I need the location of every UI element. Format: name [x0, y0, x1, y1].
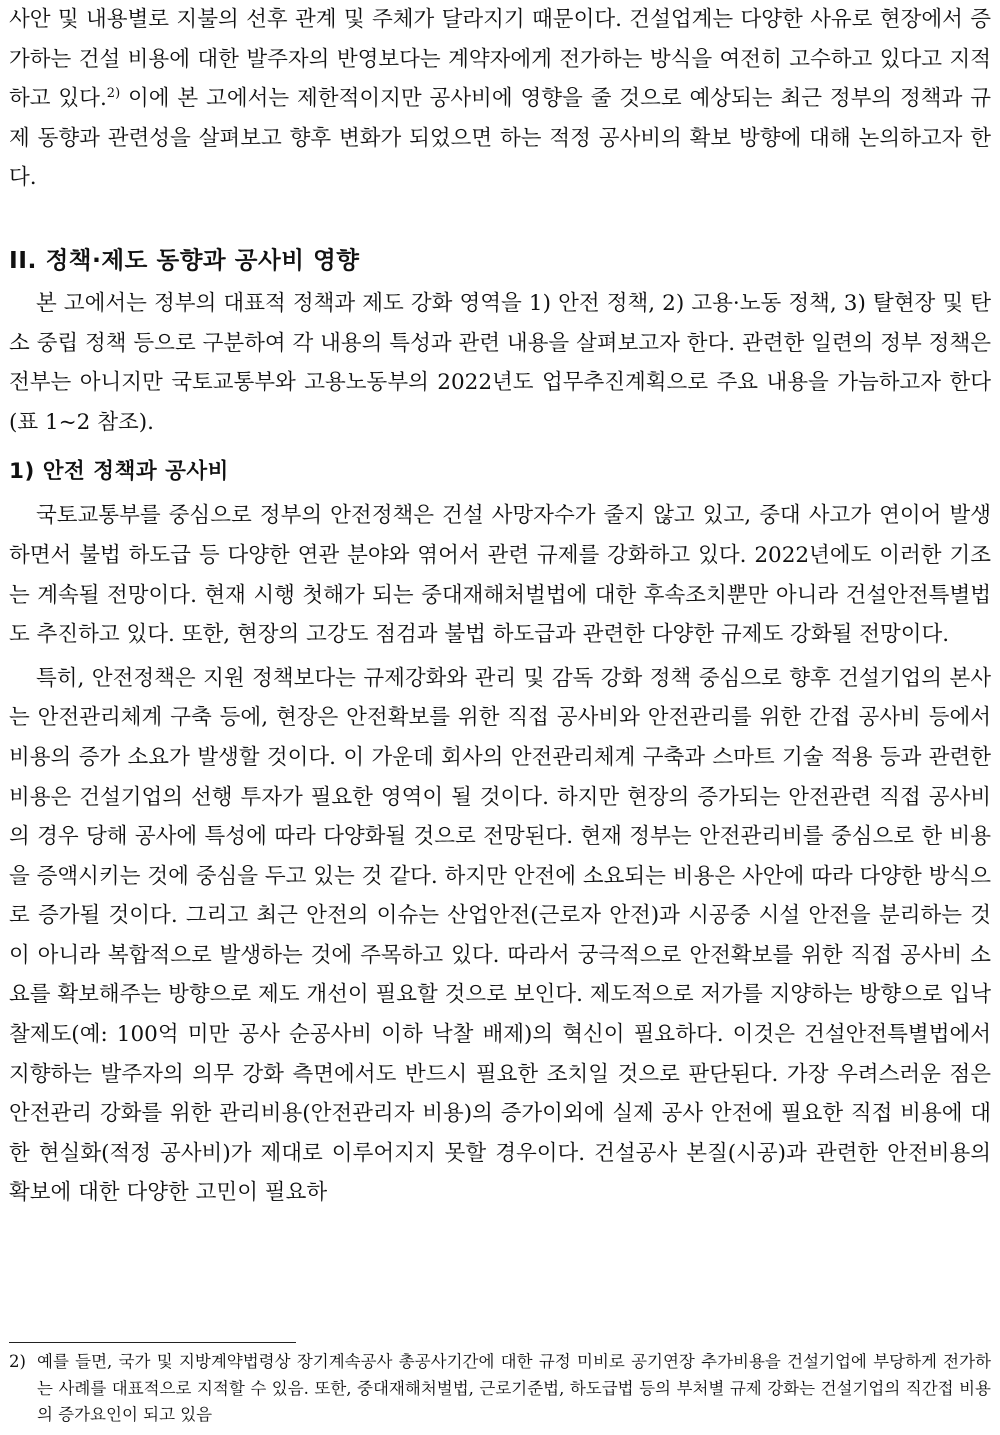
safety-policy-paragraph-2: 특히, 안전정책은 지원 정책보다는 규제강화와 관리 및 감독 강화 정책 중심으로 향후 건설기업의 본사는 안전관리체계 구축 등에, 현장은 안전확보를 위한 직접 공사비와 안전관리를 위한 간접 공사비 등에서 비용의 증가 소요가 발생할 것이다. 이 가운데 회사의 안전관리체계 구축과 스마트 기술 적용 등과 관련한 비용은 건설기업의 선행 투자가 필요한 영역이 될 것이다. 하지만 현장의 증가되는 안전관련 직접 공사비의 경우 당해 공사에 특성에 따라 다양화될 것으로 전망된다. 현재 정부는 안전관리비를 중심으로 한 비용을 증액시키는 것에 중심을 두고 있는 것 같다. 하지만 안전에 소요되는 비용은 사안에 따라 다양한 방식으로 증가될 것이다. 그리고 최근 안전의 이슈는 산업안전(근로자 안전)과 시공중 시설 안전을 분리하는 것이 아니라 복합적으로 발생하는 것에 주목하고 있다. 따라서 궁극적으로 안전확보를 위한 직접 공사비 소요를 확보해주는 방향으로 제도 개선이 필요할 것으로 보인다. 제도적으로 저가를 지양하는 방향으로 입낙찰제도(예: 100억 미만 공사 순공사비 이하 낙찰 배제)의 혁신이 필요하다. 이것은 건설안전특별법에서 지향하는 발주자의 의무 강화 측면에서도 반드시 필요한 조치일 것으로 판단된다. 가장 우려스러운 점은 안전관리 강화를 위한 관리비용(안전관리자 비용)의 증가이외에 실제 공사 안전에 필요한 직접 비용에 대한 현실화(적정 공사비)가 제대로 이루어지지 못할 경우이다. 건설공사 본질(시공)과 관련한 안전비용의 확보에 대한 다양한 고민이 필요하	[9, 665, 991, 1206]
subsection-heading: 1) 안전 정책과 공사비	[9, 459, 229, 485]
footnote	[9, 1349, 991, 1429]
safety-policy-paragraph-1: 국토교통부를 중심으로 정부의 안전정책은 건설 사망자수가 줄지 않고 있고, 중대 사고가 연이어 발생하면서 불법 하도급 등 다양한 연관 분야와 엮어서 관련 규제를 강화하고 있다. 2022년에도 이러한 기조는 계속될 전망이다. 현재 시행 첫해가 되는 중대재해처벌법에 대한 후속조치뿐만 아니라 건설안전특별법도 추진하고 있다. 또한, 현장의 고강도 점검과 불법 하도급과 관련한 다양한 규제도 강화될 전망이다.	[9, 503, 991, 648]
section-intro-paragraph: 본 고에서는 정부의 대표적 정책과 제도 강화 영역을 1) 안전 정책, 2) 고용·노동 정책, 3) 탈현장 및 탄소 중립 정책 등으로 구분하여 각 내용의 특성과 관련 내용을 살펴보고자 한다. 관련한 일련의 정부 정책은 전부는 아니지만 국토교통부와 고용노동부의 2022년도 업무추진계획으로 주요 내용을 가늠하고자 한다(표 1~2 참조).	[9, 290, 991, 435]
footnote-reference[interactable]: 2)	[106, 86, 121, 102]
footnote-divider	[9, 1342, 296, 1343]
intro-text-after-note: 이에 본 고에서는 제한적이지만 공사비에 영향을 줄 것으로 예상되는 최근 정부의 정책과 규제 동향과 관련성을 살펴보고 향후 변화가 되었으면 하는 적정 공사비의 확보 방향에 대해 논의하고자 한다.	[9, 86, 991, 191]
footnote-marker: 2)	[9, 1352, 26, 1371]
footnote-text: 예를 들면, 국가 및 지방계약법령상 장기계속공사 총공사기간에 대한 규정 미비로 공기연장 추가비용을 건설기업에 부당하게 전가하는 사례를 대표적으로 지적할 수 있음. 또한, 중대재해처벌법, 근로기준법, 하도급법 등의 부처별 규제 강화는 건설기업의 직간접 비용의 증가요인이 되고 있음	[37, 1352, 991, 1424]
section-heading: II. 정책·제도 동향과 공사비 영향	[9, 245, 360, 274]
document-page	[9, 0, 991, 1213]
intro-text-before-note: 사안 및 내용별로 지불의 선후 관계 및 주체가 달라지기 때문이다. 건설업계는 다양한 사유로 현장에서 증가하는 건설 비용에 대한 발주자의 반영보다는 계약자에게 전가하는 방식을 여전히 고수하고 있다고 지적하고 있다.	[9, 7, 991, 112]
intro-paragraph	[9, 0, 991, 198]
